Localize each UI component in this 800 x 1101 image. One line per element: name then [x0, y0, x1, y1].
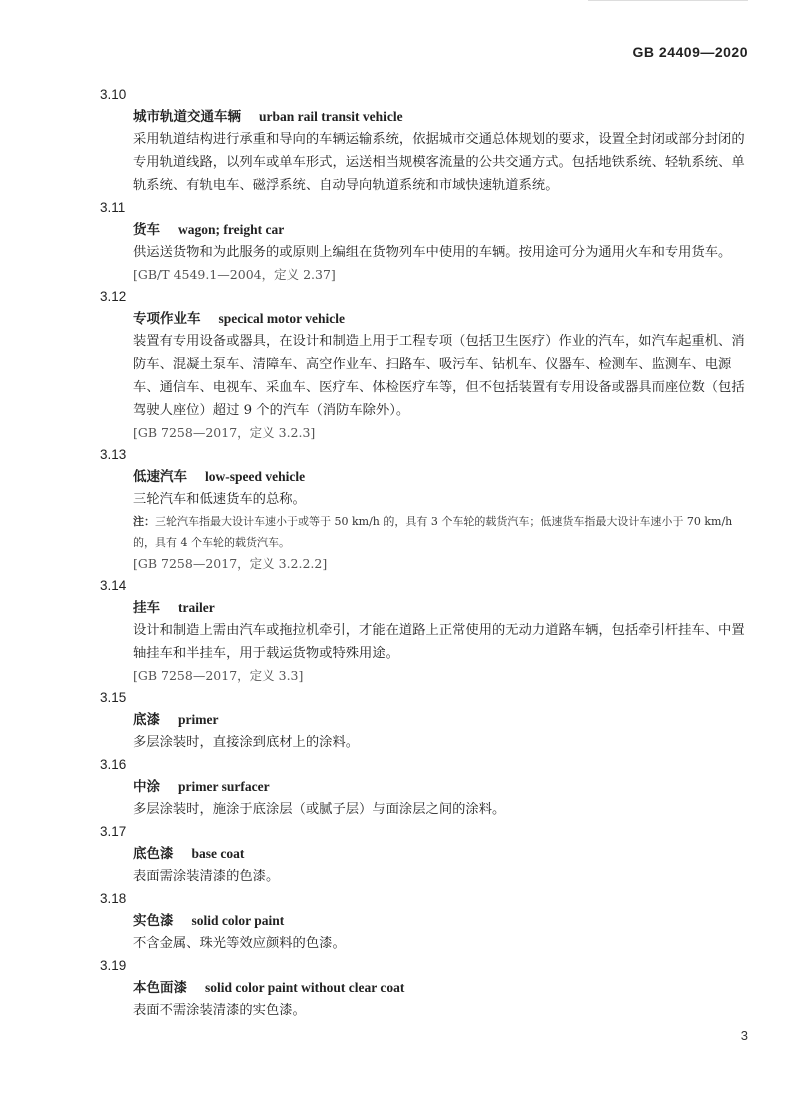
page-number: 3: [740, 1028, 748, 1043]
term-heading: [133, 106, 750, 128]
term-definition: 供运送货物和为此服务的或原则上编组在货物列车中使用的车辆。按用途可分为通用火车和专用货车。: [133, 245, 732, 260]
term-heading: [133, 843, 750, 865]
term-definition: 采用轨道结构进行承重和导向的车辆运输系统，依据城市交通总体规划的要求，设置全封闭或部分封闭的专用轨道线路，以列车或单车形式，运送相当规模客流量的公共交通方式。包括地铁系统、轻轨系统、单轨系统、有轨电车、磁浮系统、自动导向轨道系统和市域快速轨道系统。: [133, 132, 745, 193]
term-heading: [133, 776, 750, 798]
term-entry: [100, 575, 750, 687]
term-heading: [133, 597, 750, 619]
terms-list: [100, 84, 750, 1022]
clause-number: 3.18: [100, 891, 127, 906]
term-definition: 表面需涂装清漆的色漆。: [133, 869, 280, 884]
term-heading: [133, 466, 750, 488]
term-zh: 挂车: [133, 600, 160, 616]
term-entry: [100, 754, 750, 821]
term-zh: 本色面漆: [133, 980, 187, 996]
clause-number: 3.13: [100, 447, 127, 462]
term-entry: [100, 444, 750, 575]
term-zh: 中涂: [133, 779, 160, 795]
term-en: solid color paint: [191, 913, 285, 928]
clause-number: 3.11: [100, 200, 126, 215]
term-entry: [100, 197, 750, 286]
clause-number: 3.19: [100, 958, 127, 973]
term-heading: [133, 308, 750, 330]
term-entry: [100, 687, 750, 754]
term-entry: [100, 955, 750, 1022]
term-en: low-speed vehicle: [205, 469, 306, 484]
clause-number: 3.10: [100, 87, 127, 102]
term-zh: 专项作业车: [133, 311, 201, 327]
term-zh: 城市轨道交通车辆: [133, 109, 241, 125]
note-text: 三轮汽车指最大设计车速小于或等于 50 km/h 的，具有 3 个车轮的载货汽车；低速货车指最大设计车速小于 70 km/h的，具有 4 个车轮的载货汽车。: [133, 515, 733, 549]
term-definition: 多层涂装时，施涂于底涂层（或腻子层）与面涂层之间的涂料。: [133, 802, 506, 817]
term-zh: 低速汽车: [133, 469, 187, 485]
term-entry: [100, 286, 750, 444]
term-zh: 底漆: [133, 712, 160, 728]
term-heading: [133, 219, 750, 241]
clause-number: 3.17: [100, 824, 127, 839]
term-heading: [133, 709, 750, 731]
term-zh: 货车: [133, 222, 160, 238]
term-zh: 实色漆: [133, 913, 174, 929]
standard-code: GB 24409—2020: [632, 44, 748, 60]
term-heading: [133, 977, 750, 999]
term-source: [GB 7258—2017，定义 3.2.3]: [133, 425, 316, 440]
term-source: [GB 7258—2017，定义 3.3]: [133, 668, 304, 683]
term-en: solid color paint without clear coat: [205, 980, 405, 995]
note-label: 注：: [133, 515, 155, 528]
term-en: primer surfacer: [178, 779, 270, 794]
term-en: trailer: [178, 600, 215, 615]
term-en: urban rail transit vehicle: [259, 109, 403, 124]
term-source: [GB 7258—2017，定义 3.2.2.2]: [133, 556, 328, 571]
clause-number: 3.14: [100, 578, 127, 593]
term-entry: [100, 888, 750, 955]
term-en: specical motor vehicle: [218, 311, 345, 326]
clause-number: 3.12: [100, 289, 127, 304]
term-definition: 表面不需涂装清漆的实色漆。: [133, 1003, 306, 1018]
term-definition: 装置有专用设备或器具，在设计和制造上用于工程专项（包括卫生医疗）作业的汽车，如汽车起重机、消防车、混凝土泵车、清障车、高空作业车、扫路车、吸污车、钻机车、仪器车、检测车、监测车、电源车、通信车、电视车、采血车、医疗车、体检医疗车等，但不包括装置有专用设备或器具而座位数（包括驾驶人座位）超过 9 个的汽车（消防车除外）。: [133, 334, 745, 418]
term-entry: [100, 821, 750, 888]
term-en: primer: [178, 712, 219, 727]
term-definition: 设计和制造上需由汽车或拖拉机牵引，才能在道路上正常使用的无动力道路车辆，包括牵引杆挂车、中置轴挂车和半挂车，用于载运货物或特殊用途。: [133, 623, 745, 661]
term-entry: [100, 84, 750, 197]
term-en: wagon; freight car: [178, 222, 285, 237]
term-definition: 三轮汽车和低速货车的总称。: [133, 492, 306, 507]
term-note: [133, 511, 750, 553]
term-en: base coat: [191, 846, 245, 861]
clause-number: 3.15: [100, 690, 127, 705]
term-definition: 多层涂装时，直接涂到底材上的涂料。: [133, 735, 360, 750]
term-definition: 不含金属、珠光等效应颜料的色漆。: [133, 936, 346, 951]
clause-number: 3.16: [100, 757, 127, 772]
header-rule: [588, 0, 748, 1]
term-zh: 底色漆: [133, 846, 174, 862]
term-heading: [133, 910, 750, 932]
term-source: [GB/T 4549.1—2004，定义 2.37]: [133, 267, 336, 282]
